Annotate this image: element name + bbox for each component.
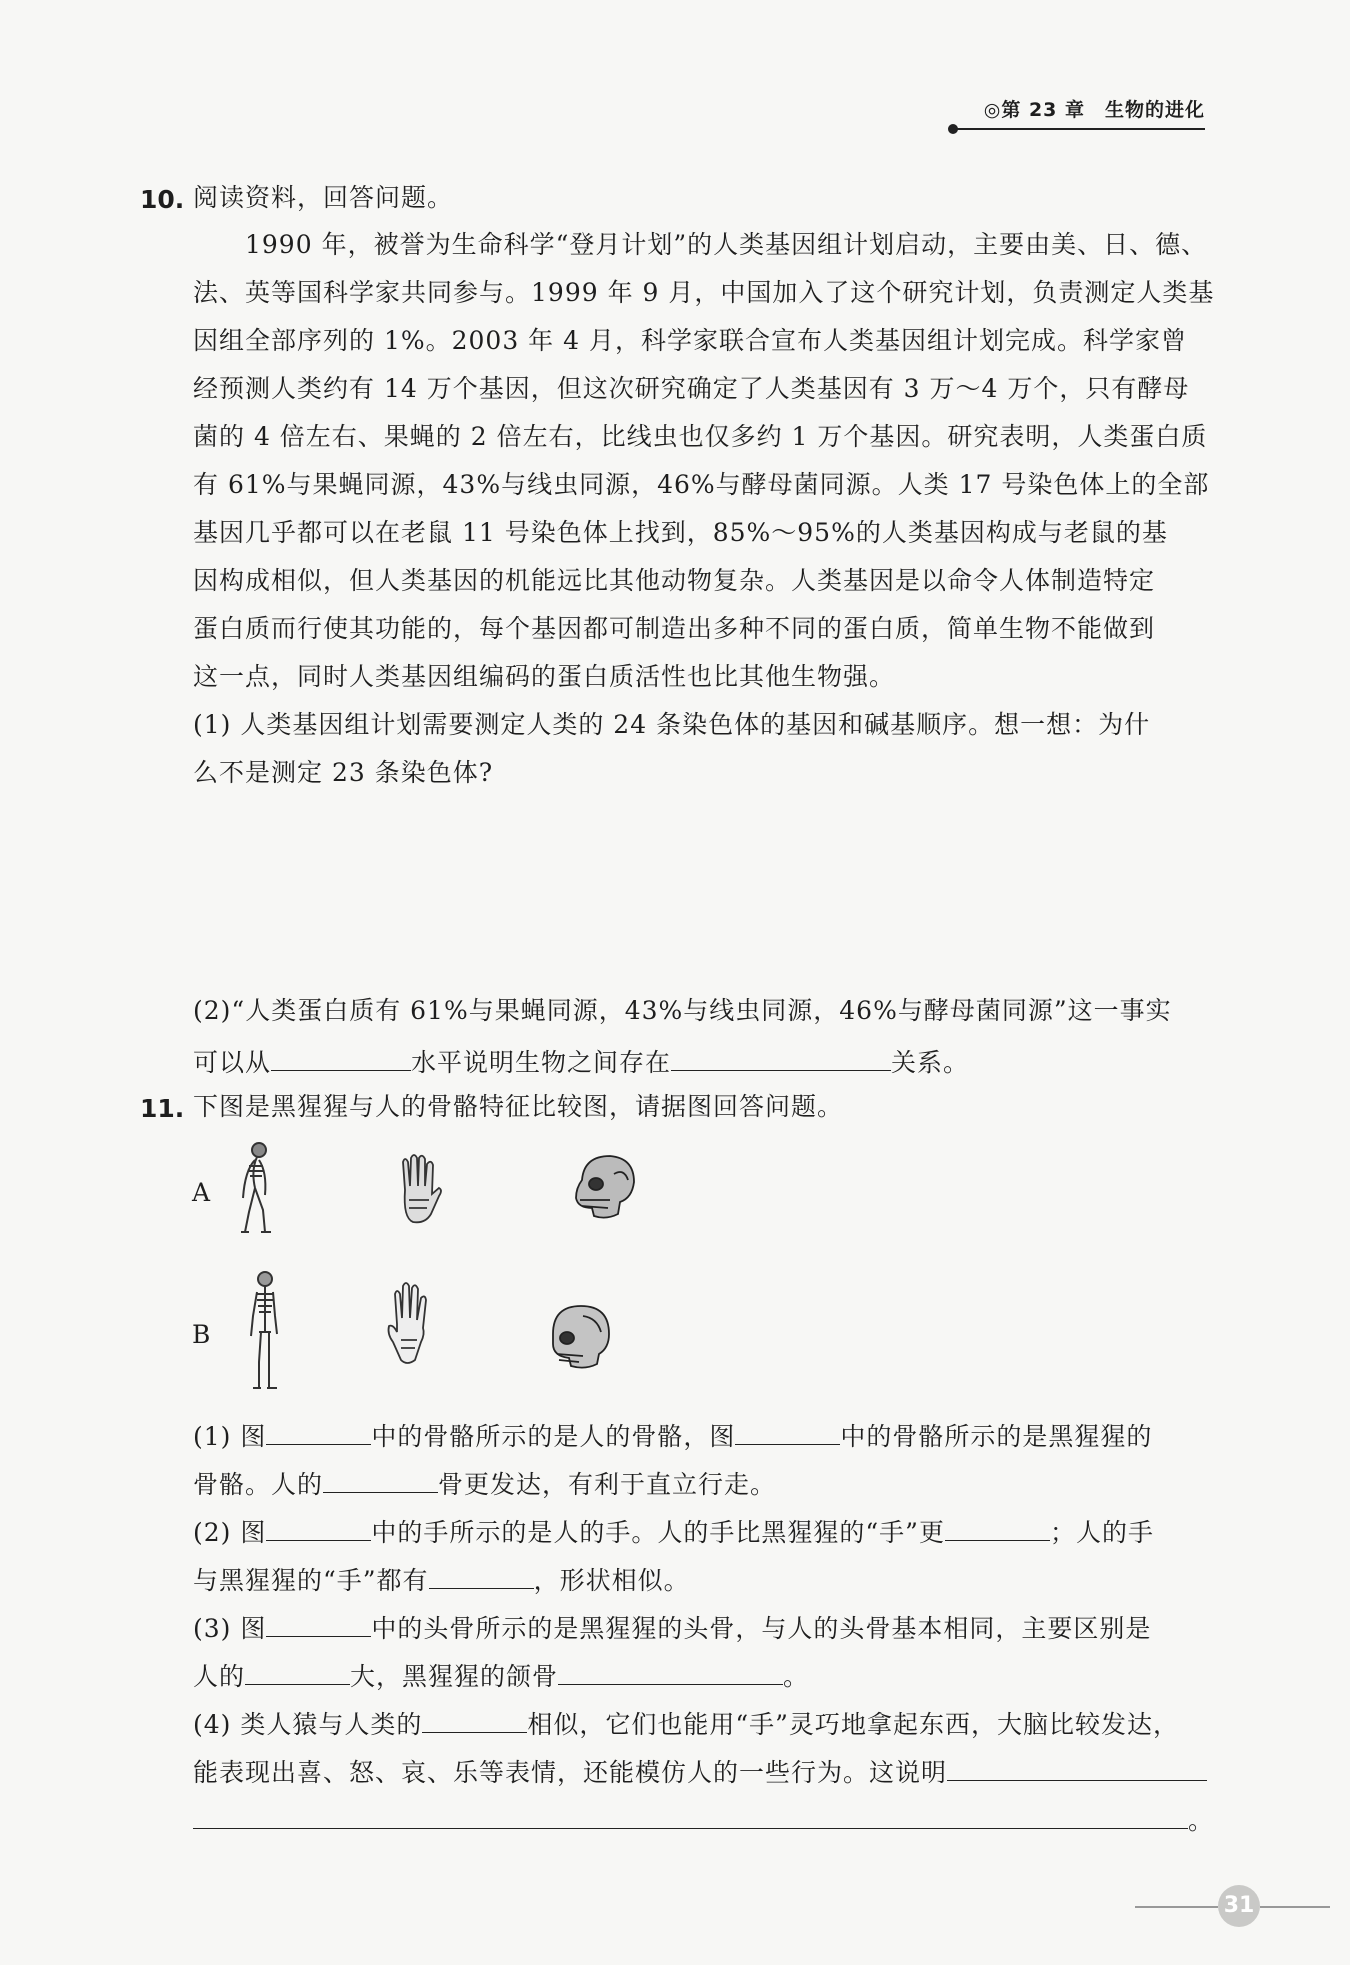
text: (3) 图 <box>193 1614 267 1643</box>
text: (1) 图 <box>193 1422 267 1451</box>
text: (4) 类人猿与人类的 <box>193 1710 423 1739</box>
row-label-a: A <box>192 1178 211 1207</box>
q11-sub1-line <box>193 1420 1152 1449</box>
question-11-title: 下图是黑猩猩与人的骨骼特征比较图，请据图回答问题。 <box>193 1092 844 1121</box>
passage-line: 蛋白质而行使其功能的，每个基因都可制造出多种不同的蛋白质，简单生物不能做到 <box>193 614 1156 643</box>
answer-blank[interactable] <box>266 1612 371 1637</box>
row-label-b: B <box>192 1320 211 1349</box>
chimpanzee-skeleton-icon <box>235 1140 285 1240</box>
chimpanzee-hand-icon <box>395 1150 445 1228</box>
q11-sub2-line <box>193 1516 1154 1545</box>
answer-blank[interactable] <box>558 1660 783 1685</box>
passage-line: 因组全部序列的 1%。2003 年 4 月，科学家联合宣布人类基因组计划完成。科学家曾 <box>193 326 1187 355</box>
chimpanzee-skull-icon <box>570 1150 640 1222</box>
passage-line: 有 61%与果蝇同源，43%与线虫同源，46%与酵母菌同源。人类 17 号染色体上的全部 <box>193 470 1210 499</box>
page-number-rule <box>1135 1906 1218 1908</box>
text: (2) 图 <box>193 1518 267 1547</box>
text: 可以从 <box>193 1048 272 1077</box>
question-10-title: 阅读资料，回答问题。 <box>193 183 454 212</box>
passage-line: 因构成相似，但人类基因的机能远比其他动物复杂。人类基因是以命令人体制造特定 <box>193 566 1156 595</box>
passage-line: 菌的 4 倍左右、果蝇的 2 倍左右，比线虫也仅多约 1 万个基因。研究表明，人类蛋白质 <box>193 422 1208 451</box>
passage-line: 经预测人类约有 14 万个基因，但这次研究确定了人类基因有 3 万～4 万个，只有酵母 <box>193 374 1190 403</box>
answer-blank[interactable] <box>422 1708 527 1733</box>
text: 骨骼。人的 <box>193 1470 324 1499</box>
q10-sub2-line: (2)“人类蛋白质有 61%与果蝇同源，43%与线虫同源，46%与酵母菌同源”这一事实 <box>193 996 1172 1025</box>
passage-line: 这一点，同时人类基因组编码的蛋白质活性也比其他生物强。 <box>193 662 896 691</box>
answer-blank[interactable] <box>945 1516 1050 1541</box>
answer-blank[interactable] <box>266 1420 371 1445</box>
text: 中的骨骼所示的是人的骨骼，图 <box>371 1422 736 1451</box>
question-number-10: 10. <box>140 185 185 214</box>
q10-sub2-fill-line <box>193 1046 969 1075</box>
answer-blank[interactable] <box>735 1420 840 1445</box>
text: 中的手所示的是人的手。人的手比黑猩猩的“手”更 <box>371 1518 945 1547</box>
answer-blank[interactable] <box>245 1660 350 1685</box>
answer-blank[interactable] <box>266 1516 371 1541</box>
passage-line: 1990 年，被誉为生命科学“登月计划”的人类基因组计划启动，主要由美、日、德、 <box>245 230 1208 259</box>
text: 大，黑猩猩的颌骨 <box>350 1662 559 1691</box>
text: 中的骨骼所示的是黑猩猩的 <box>840 1422 1153 1451</box>
question-number-11: 11. <box>140 1094 185 1123</box>
q11-sub4-line3 <box>193 1804 1214 1833</box>
text: 。 <box>1188 1806 1215 1835</box>
text: 人的 <box>193 1662 246 1691</box>
q11-sub3-line <box>193 1612 1151 1641</box>
text: 与黑猩猩的“手”都有 <box>193 1566 429 1595</box>
text: ；人的手 <box>1049 1518 1154 1547</box>
human-skull-icon <box>545 1300 615 1372</box>
q11-sub3-line2 <box>193 1660 809 1689</box>
page-number: 31 <box>1218 1885 1260 1927</box>
text: 相似，它们也能用“手”灵巧地拿起东西，大脑比较发达， <box>527 1710 1179 1739</box>
q10-sub1-line: (1) 人类基因组计划需要测定人类的 24 条染色体的基因和碱基顺序。想一想：为什 <box>193 710 1151 739</box>
text: ，形状相似。 <box>533 1566 690 1595</box>
human-hand-icon <box>385 1280 435 1370</box>
answer-blank[interactable] <box>671 1046 891 1071</box>
answer-blank[interactable] <box>271 1046 411 1071</box>
page-number-rule <box>1260 1906 1330 1908</box>
passage-line: 法、英等国科学家共同参与。1999 年 9 月，中国加入了这个研究计划，负责测定人类基 <box>193 278 1215 307</box>
text: 关系。 <box>891 1048 970 1077</box>
human-skeleton-icon <box>245 1270 285 1395</box>
passage-line: 基因几乎都可以在老鼠 11 号染色体上找到，85%～95%的人类基因构成与老鼠的基 <box>193 518 1168 547</box>
q11-sub4-line2 <box>193 1756 1207 1785</box>
text: 水平说明生物之间存在 <box>411 1048 672 1077</box>
q11-sub4-line <box>193 1708 1179 1737</box>
answer-blank[interactable] <box>193 1804 1188 1829</box>
answer-blank[interactable] <box>429 1564 534 1589</box>
answer-blank[interactable] <box>947 1756 1207 1781</box>
text: 能表现出喜、怒、哀、乐等表情，还能模仿人的一些行为。这说明 <box>193 1758 948 1787</box>
q10-sub1-line: 么不是测定 23 条染色体? <box>193 758 494 787</box>
chapter-header: ◎第 23 章 生物的进化 <box>983 99 1205 121</box>
q11-sub2-line2 <box>193 1564 690 1593</box>
header-rule <box>955 128 1205 130</box>
text: 中的头骨所示的是黑猩猩的头骨，与人的头骨基本相同，主要区别是 <box>371 1614 1152 1643</box>
text: 骨更发达，有利于直立行走。 <box>438 1470 777 1499</box>
text: 。 <box>783 1662 810 1691</box>
q11-sub1-line2 <box>193 1468 776 1497</box>
answer-blank[interactable] <box>323 1468 438 1493</box>
